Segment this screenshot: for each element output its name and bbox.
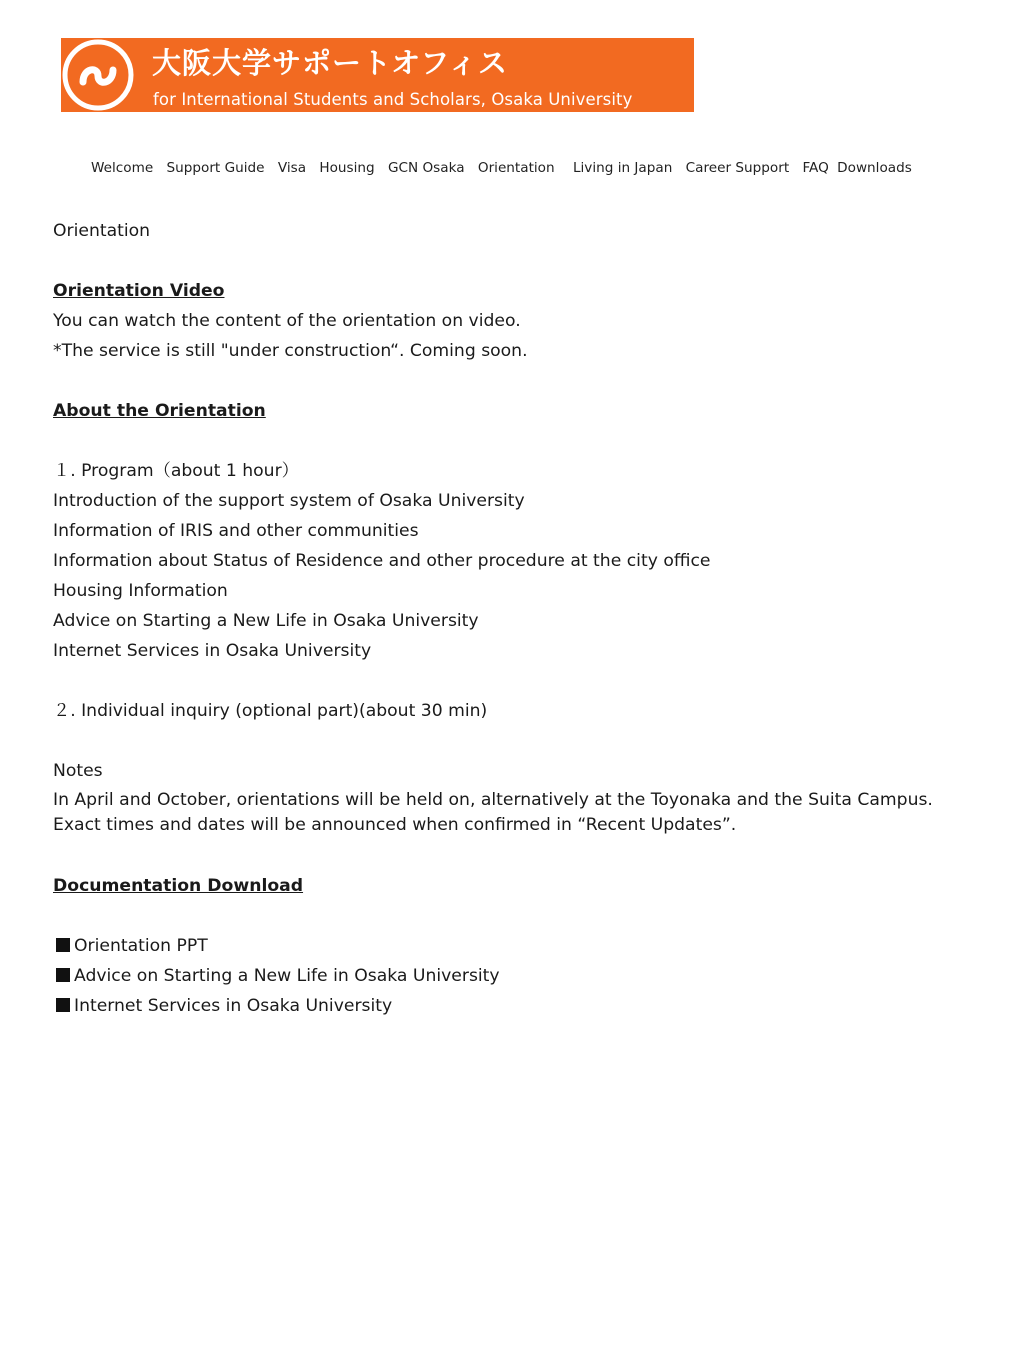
nav-faq[interactable]: FAQ <box>802 160 829 176</box>
program-item: Housing Information <box>53 581 228 601</box>
program-title: １. Program（about 1 hour） <box>53 461 299 481</box>
program-item: Information about Status of Residence and other procedure at the city office <box>53 551 711 571</box>
download-item[interactable] <box>53 961 983 991</box>
main-content <box>53 216 983 1021</box>
header-banner[interactable] <box>61 38 694 112</box>
spacer <box>53 901 983 931</box>
square-bullet-icon <box>56 968 70 982</box>
spacer <box>53 726 983 756</box>
download-new-life-advice-link[interactable]: Advice on Starting a New Life in Osaka University <box>74 966 500 986</box>
nav-visa[interactable]: Visa <box>277 160 307 176</box>
nav-living-in-japan[interactable]: Living in Japan <box>572 160 673 176</box>
banner-title: 大阪大学サポートオフィス <box>152 46 508 80</box>
video-status-note: *The service is still "under construction“. Coming soon. <box>53 341 528 361</box>
spacer <box>53 666 983 696</box>
nav-welcome[interactable]: Welcome <box>91 160 154 176</box>
main-navigation <box>91 157 921 179</box>
individual-inquiry-title: ２. Individual inquiry (optional part)(about 30 min) <box>53 701 488 721</box>
spacer <box>53 426 983 456</box>
program-item: Advice on Starting a New Life in Osaka University <box>53 611 479 631</box>
program-item: Introduction of the support system of Osaka University <box>53 491 525 511</box>
download-item[interactable] <box>53 991 983 1021</box>
square-bullet-icon <box>56 998 70 1012</box>
program-item: Information of IRIS and other communities <box>53 521 419 541</box>
video-description: You can watch the content of the orientation on video. <box>53 311 521 331</box>
banner-subtitle: for International Students and Scholars, Osaka University <box>153 90 633 109</box>
notes-text: In April and October, orientations will be held on, alternatively at the Toyonaka and the Suita Campus. Exact times and dates will be announced when confirmed in “Recent Updates”. <box>53 790 933 835</box>
download-orientation-ppt-link[interactable]: Orientation PPT <box>74 936 208 956</box>
about-orientation-heading: About the Orientation <box>53 401 266 421</box>
nav-housing[interactable]: Housing <box>319 160 375 176</box>
spacer <box>53 246 983 276</box>
program-item: Internet Services in Osaka University <box>53 641 372 661</box>
download-item[interactable] <box>53 931 983 961</box>
nav-orientation[interactable]: Orientation <box>477 160 555 176</box>
download-internet-services-link[interactable]: Internet Services in Osaka University <box>74 996 393 1016</box>
osaka-university-logo-icon <box>61 38 135 112</box>
nav-downloads[interactable]: Downloads <box>837 160 912 176</box>
page-title: Orientation <box>53 221 151 241</box>
spacer <box>53 366 983 396</box>
nav-gcn-osaka[interactable]: GCN Osaka <box>387 160 465 176</box>
documentation-download-heading: Documentation Download <box>53 876 304 896</box>
spacer <box>53 841 983 871</box>
nav-support-guide[interactable]: Support Guide <box>166 160 265 176</box>
orientation-video-heading: Orientation Video <box>53 281 225 301</box>
nav-career-support[interactable]: Career Support <box>685 160 790 176</box>
square-bullet-icon <box>56 938 70 952</box>
notes-title: Notes <box>53 761 103 781</box>
